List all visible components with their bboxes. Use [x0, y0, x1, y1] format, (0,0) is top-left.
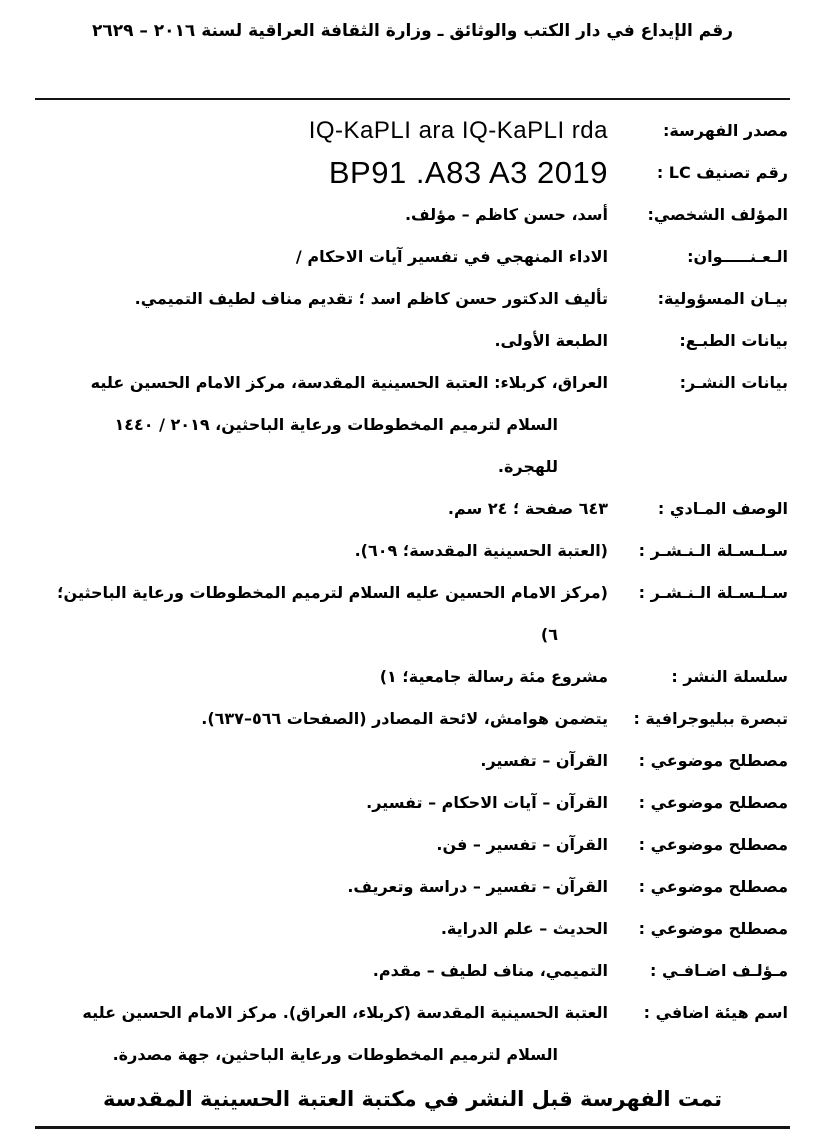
- field-label: سـلـسـلة الـنـشـر :: [638, 583, 788, 602]
- field-value: أسد، حسن كاظم – مؤلف.: [404, 205, 608, 224]
- field-label: مصطلح موضوعي :: [638, 877, 788, 896]
- field-value: العتبة الحسينية المقدسة (كربلاء، العراق). مركز الامام الحسين عليه السلام لترميم المخطوطات ورعاية الباحثين، جهة مصدرة.: [82, 1003, 608, 1064]
- catalog-row: [50, 362, 788, 488]
- catalog-row: [50, 866, 788, 908]
- pre-publication-note: تمت الفهرسة قبل النشر في مكتبة العتبة الحسينية المقدسة: [102, 1087, 723, 1111]
- field-value: مشروع مئة رسالة جامعية؛ ١): [379, 667, 608, 686]
- field-value: العراق، كربلاء: العتبة الحسينية المقدسة، مركز الامام الحسين عليه السلام لترميم المخطوطات ورعاية الباحثين، ٢٠١٩ / ١٤٤٠ للهجرة.: [90, 373, 608, 476]
- field-value: يتضمن هوامش، لائحة المصادر (الصفحات ٥٦٦–٦٣٧).: [201, 709, 608, 728]
- field-value: الحديث – علم الدراية.: [440, 919, 608, 938]
- catalog-row: [50, 572, 788, 656]
- field-label: سـلـسـلة الـنـشـر :: [638, 541, 788, 560]
- field-value: القرآن – تفسير – فن.: [436, 835, 608, 854]
- catalog-row: [50, 110, 788, 152]
- field-label: مـؤلـف اضـافـي :: [649, 961, 788, 980]
- field-value: IQ-KaPLI ara IQ-KaPLI rda: [308, 117, 608, 144]
- field-value: (مركز الامام الحسين عليه السلام لترميم المخطوطات ورعاية الباحثين؛ ٦): [57, 583, 608, 644]
- field-label: المؤلف الشخصي:: [647, 205, 788, 224]
- field-label: بيانات النشـر:: [679, 373, 788, 392]
- catalog-table: [50, 110, 788, 1076]
- field-label: الوصف المـادي :: [657, 499, 788, 518]
- field-label: مصطلح موضوعي :: [638, 793, 788, 812]
- field-value: القرآن – تفسير – دراسة وتعريف.: [347, 877, 608, 896]
- catalog-row: [50, 908, 788, 950]
- catalog-row: [50, 824, 788, 866]
- field-label: رقم تصنيف LC :: [656, 163, 788, 182]
- deposit-number-line: رقم الإيداع في دار الكتب والوثائق ـ وزارة الثقافة العراقية لسنة ٢٠١٦ – ٢٦٢٩: [91, 21, 734, 41]
- catalog-row: [50, 194, 788, 236]
- field-value: (العتبة الحسينية المقدسة؛ ٦٠٩).: [354, 541, 608, 560]
- field-label: مصدر الفهرسة:: [662, 121, 788, 140]
- catalog-row: [50, 950, 788, 992]
- catalog-row: [50, 992, 788, 1076]
- field-value: التميمي، مناف لطيف – مقدم.: [372, 961, 608, 980]
- catalog-row: [50, 320, 788, 362]
- field-label: مصطلح موضوعي :: [638, 751, 788, 770]
- field-label: بيـان المسؤولية:: [657, 289, 788, 308]
- field-label: الـعـنـــــوان:: [687, 247, 788, 266]
- field-value: ٦٤٣ صفحة ؛ ٢٤ سم.: [447, 499, 608, 518]
- catalog-row: [50, 698, 788, 740]
- cip-card: [0, 14, 825, 1111]
- catalog-row: [50, 152, 788, 194]
- catalog-row: [50, 236, 788, 278]
- field-label: مصطلح موضوعي :: [638, 919, 788, 938]
- field-label: بيانات الطبـع:: [679, 331, 788, 350]
- field-value: القرآن – آيات الاحكام – تفسير.: [366, 793, 608, 812]
- field-value: الاداء المنهجي في تفسير آيات الاحكام /: [295, 247, 608, 266]
- field-label: سلسلة النشر :: [671, 667, 788, 686]
- catalog-row: [50, 530, 788, 572]
- catalog-row: [50, 656, 788, 698]
- catalog-row: [50, 278, 788, 320]
- divider-top: [35, 98, 790, 100]
- field-label: مصطلح موضوعي :: [638, 835, 788, 854]
- catalog-row: [50, 782, 788, 824]
- field-value: تأليف الدكتور حسن كاظم اسد ؛ تقديم مناف لطيف التميمي.: [134, 289, 608, 308]
- field-label: تبصرة ببليوجرافية :: [633, 709, 788, 728]
- catalog-row: [50, 488, 788, 530]
- field-value: BP91 .A83 A3 2019: [328, 155, 608, 190]
- field-label: اسم هيئة اضافي :: [643, 1003, 788, 1022]
- field-value: الطبعة الأولى.: [494, 331, 608, 350]
- catalog-row: [50, 740, 788, 782]
- field-value: القرآن – تفسير.: [480, 751, 608, 770]
